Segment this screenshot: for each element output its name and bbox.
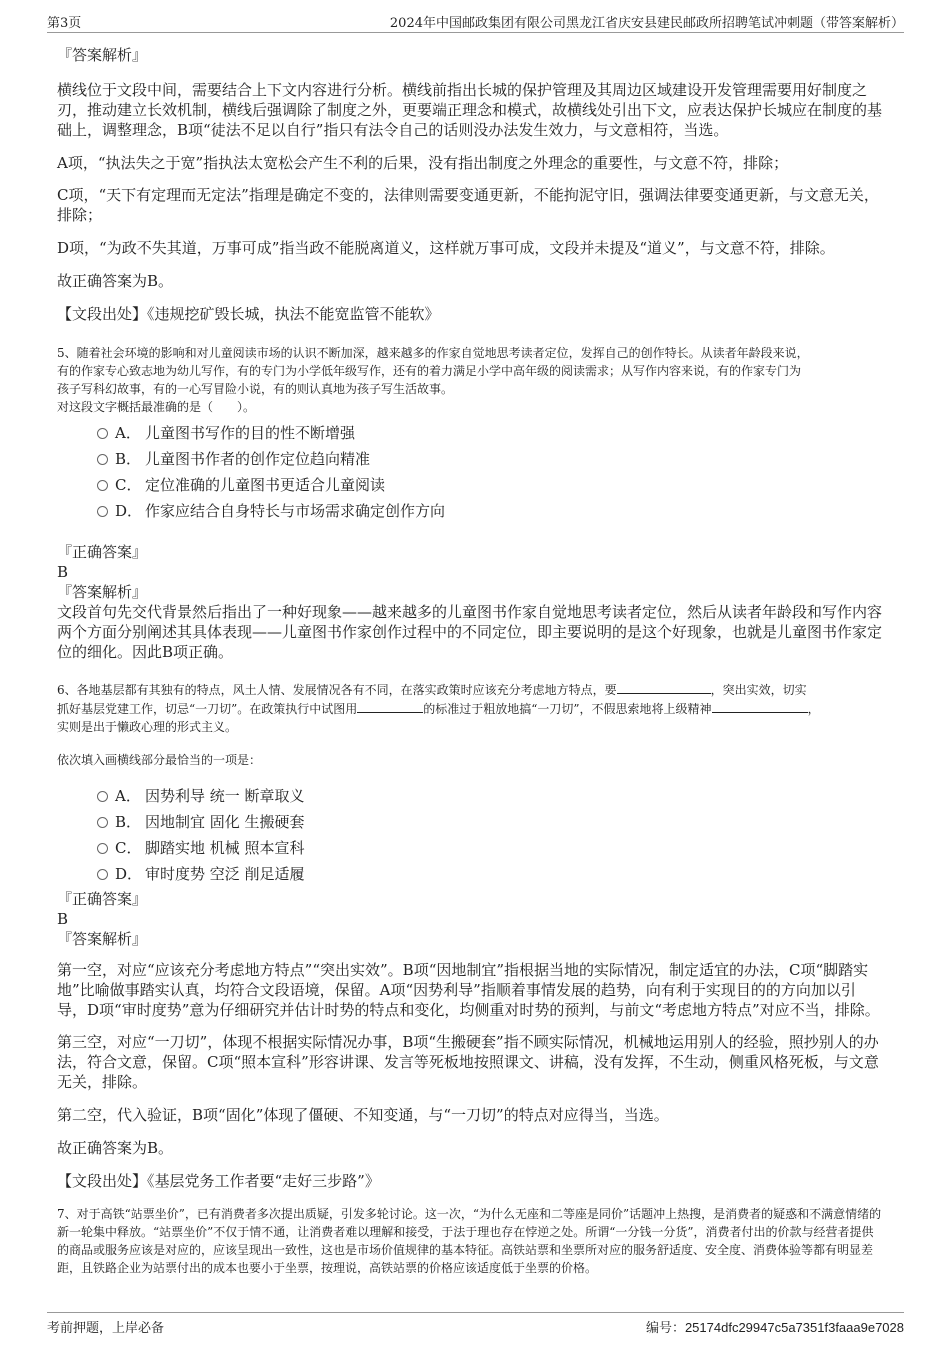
q5-stem-line: 有的作家专心致志地为幼儿写作，有的专门为小学低年级写作，还有的着力满足小学中高年级的阅读需求；从写作内容来说，有的作家专门为 xyxy=(57,364,802,378)
blank-2 xyxy=(357,699,423,713)
q5-option-c[interactable]: C． 定位准确的儿童图书更适合儿童阅读 xyxy=(57,472,885,498)
page-number: 第3页 xyxy=(47,16,82,31)
radio-icon[interactable] xyxy=(97,480,108,491)
q6-option-b[interactable]: B． 因地制宜 固化 生搬硬套 xyxy=(57,809,885,835)
blank-3 xyxy=(712,699,808,713)
radio-icon[interactable] xyxy=(97,454,108,465)
footer-code xyxy=(646,1317,904,1336)
q5-options xyxy=(57,420,885,524)
q6-options xyxy=(57,783,885,887)
q6-stem-text: 的标准过于粗放地搞“一刀切”，不假思索地将上级精神 xyxy=(423,702,712,716)
q7-stem: 7、对于高铁“站票坐价”，已有消费者多次提出质疑，引发多轮讨论。这一次，“为什么无座和二等座是同价”话题冲上热搜，是消费者的疑惑和不满意情绪的新一轮集中释放。“站票坐价”不仅于情不通，让消费者难以理解和接受，于法于理也存在悖逆之处。所谓“一分钱一分货”，消费者付出的价款与经营者提供的商品或服务应该是对应的，应该呈现出一致性，这也是市场价值规律的基本特征。高铁站票和坐票所对应的服务舒适度、安全度、消费体验等都有明显差距，且铁路企业为站票付出的成本也要小于坐票，按理说，高铁站票的价格应该适度低于坐票的价格。 xyxy=(57,1207,882,1275)
q4-analysis-p3: C项，“天下有定理而无定法”指理是确定不变的，法律则需要变通更新，不能拘泥守旧，强调法律要变通更新，与文意无关，排除； xyxy=(57,186,879,224)
q5-option-a[interactable]: A． 儿童图书写作的目的性不断增强 xyxy=(57,420,885,446)
q6-stem-text: 抓好基层党建工作，切忌“一刀切”。在政策执行中试图用 xyxy=(57,702,358,716)
q6-analysis-p1: 第一空，对应“应该充分考虑地方特点”“突出实效”。B项“因地制宜”指根据当地的实际情况，制定适宜的办法，C项“脚踏实地”比喻做事踏实认真，均符合文段语境，保留。A项“因势利导”指顺着事情发展的趋势，向有利于实现目的的方向加以引导，D项“审时度势”意为仔细研究并估计时势的特点和变化，均侧重对时势的预判，与前文“考虑地方特点”对应不当，排除。 xyxy=(57,961,880,1019)
q4-source: 【文段出处】《违规挖矿毁长城，执法不能宽监管不能软》 xyxy=(57,305,440,323)
blank-1 xyxy=(617,680,711,694)
q6-source: 【文段出处】《基层党务工作者要“走好三步路”》 xyxy=(57,1172,380,1190)
q6-analysis-p3: 第二空，代入验证，B项“固化”体现了僵硬、不知变通，与“一刀切”的特点对应得当，当选。 xyxy=(57,1106,669,1124)
q6-conclusion: 故正确答案为B。 xyxy=(57,1139,174,1157)
q6-stem-text: 6、各地基层都有其独有的特点，风土人情、发展情况各有不同，在落实政策时应该充分考虑地方特点，要 xyxy=(57,683,617,697)
q6-option-a[interactable]: A． 因势利导 统一 断章取义 xyxy=(57,783,885,809)
q6-option-d[interactable]: D． 审时度势 空泛 削足适履 xyxy=(57,861,885,887)
radio-icon[interactable] xyxy=(97,869,108,880)
page-footer xyxy=(47,1312,904,1337)
q6-answer: B xyxy=(57,910,69,928)
q5-answer: B xyxy=(57,563,69,581)
footer-code-label: 编号： xyxy=(645,1320,685,1335)
page-header xyxy=(47,10,904,33)
q6-option-c[interactable]: C． 脚踏实地 机械 照本宣科 xyxy=(57,835,885,861)
q6-stem-text: ， xyxy=(807,702,820,716)
q5-analysis: 文段首句先交代背景然后指出了一种好现象——越来越多的儿童图书作家自觉地思考读者定位，然后从读者年龄段和写作内容两个方面分别阐述其具体表现——儿童图书作家创作过程中的不同定位，即主要说明的是这个好现象，也就是儿童图书作家定位的细化。因此B项正确。 xyxy=(57,603,883,661)
q6-prompt: 依次填入画横线部分最恰当的一项是： xyxy=(57,753,262,767)
radio-icon[interactable] xyxy=(97,428,108,439)
q6-analysis-p2: 第三空，对应“一刀切”，体现不根据实际情况办事，B项“生搬硬套”指不顾实际情况，机械地运用别人的经验，照抄别人的办法，符合文意，保留。C项“照本宣科”形容讲课、发言等死板地按照课文、讲稿，没有发挥，不生动，侧重风格死板，与文意无关，排除。 xyxy=(57,1033,879,1091)
q5-analysis-label: 『答案解析』 xyxy=(57,583,148,601)
q4-analysis-label: 『答案解析』 xyxy=(57,46,148,64)
q5-option-d[interactable]: D． 作家应结合自身特长与市场需求确定创作方向 xyxy=(57,498,885,524)
radio-icon[interactable] xyxy=(97,506,108,517)
q6-analysis-label: 『答案解析』 xyxy=(57,930,148,948)
radio-icon[interactable] xyxy=(97,817,108,828)
q5-answer-label: 『正确答案』 xyxy=(57,543,148,561)
q4-analysis-p2: A项，“执法失之于宽”指执法太宽松会产生不利的后果，没有指出制度之外理念的重要性，与文意不符，排除； xyxy=(57,154,789,172)
q5-stem-line: 孩子写科幻故事，有的一心写冒险小说，有的则认真地为孩子写生活故事。 xyxy=(57,382,454,396)
q5-option-b[interactable]: B． 儿童图书作者的创作定位趋向精准 xyxy=(57,446,885,472)
document-body xyxy=(57,32,885,1277)
q6-stem xyxy=(57,680,885,736)
q4-analysis-p1: 横线位于文段中间，需要结合上下文内容进行分析。横线前指出长城的保护管理及其周边区域建设开发管理需要用好制度之刃，推动建立长效机制，横线后强调除了制度之外，更要端正理念和模式，故横线处引出下文，应表达保护长城应在制度的基础上，调整理念，B项“徒法不足以自行”指只有法令自己的话则没办法发生效力，与文意相符，当选。 xyxy=(57,81,883,139)
radio-icon[interactable] xyxy=(97,791,108,802)
footer-slogan: 考前押题，上岸必备 xyxy=(47,1321,165,1336)
q4-conclusion: 故正确答案为B。 xyxy=(57,272,174,290)
q5-stem-line: 对这段文字概括最准确的是（ ）。 xyxy=(57,400,256,414)
q5-stem xyxy=(57,344,885,416)
q4-analysis-p4: D项，“为政不失其道，万事可成”指当政不能脱离道义，这样就万事可成，文段并未提及“道义”，与文意不符，排除。 xyxy=(57,239,835,257)
q5-stem-line: 5、随着社会环境的影响和对儿童阅读市场的认识不断加深，越来越多的作家自觉地思考读者定位，发挥自己的创作特长。从读者年龄段来说， xyxy=(57,346,809,360)
q6-answer-label: 『正确答案』 xyxy=(57,890,148,908)
document-title: 2024年中国邮政集团有限公司黑龙江省庆安县建民邮政所招聘笔试冲刺题（带答案解析） xyxy=(389,16,904,31)
q6-stem-text: ，突出实效，切实 xyxy=(710,683,807,697)
radio-icon[interactable] xyxy=(97,843,108,854)
q6-stem-text: 实则是出于懒政心理的形式主义。 xyxy=(57,720,238,734)
footer-code-value: 25174dfc29947c5a7351f3faaa9e7028 xyxy=(684,1320,904,1335)
